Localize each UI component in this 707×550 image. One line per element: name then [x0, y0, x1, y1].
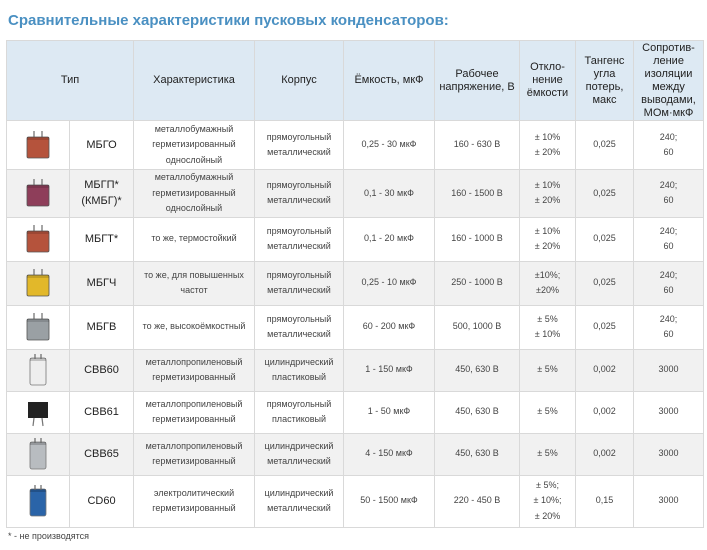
resistance-cell: 240; 60 [634, 305, 704, 349]
type-name: CBB60 [70, 349, 134, 391]
footnote: * - не производятся [8, 531, 90, 541]
deviation-cell: ±10%; ±20% [520, 261, 576, 305]
capacitor-image [7, 433, 70, 475]
capacitor-image [7, 121, 70, 170]
table-row [7, 217, 704, 261]
case-cell: цилиндрический пластиковый [255, 349, 344, 391]
deviation-cell: ± 5% [520, 349, 576, 391]
voltage-cell: 220 - 450 В [435, 475, 520, 527]
table-row [7, 475, 704, 527]
deviation-cell: ± 10% ± 20% [520, 170, 576, 218]
characteristic-cell: электролитический герметизированный [134, 475, 255, 527]
cylinder-capacitor-silver-icon [7, 437, 69, 471]
type-name: CBB61 [70, 391, 134, 433]
characteristic-cell: металлопропиленовый герметизированный [134, 433, 255, 475]
deviation-cell: ± 5%; ± 10%; ± 20% [520, 475, 576, 527]
tangent-cell: 0,025 [576, 261, 634, 305]
capacitor-image [7, 391, 70, 433]
capacitor-image [7, 475, 70, 527]
type-name: CD60 [70, 475, 134, 527]
resistance-cell: 3000 [634, 475, 704, 527]
table-row [7, 261, 704, 305]
deviation-cell: ± 5% ± 10% [520, 305, 576, 349]
capacitor-image [7, 170, 70, 218]
capacitor-image [7, 217, 70, 261]
table-header-row [7, 41, 704, 121]
deviation-cell: ± 10% ± 20% [520, 217, 576, 261]
header-capacitance: Ёмкость, мкФ [344, 41, 435, 121]
cylinder-capacitor-blue-icon [7, 484, 69, 518]
table-row [7, 121, 704, 170]
voltage-cell: 160 - 630 В [435, 121, 520, 170]
case-cell: прямоугольный металлический [255, 305, 344, 349]
table-row [7, 433, 704, 475]
rect-capacitor-grey-icon [7, 311, 69, 343]
voltage-cell: 160 - 1500 В [435, 170, 520, 218]
deviation-cell: ± 5% [520, 391, 576, 433]
cylinder-capacitor-white-icon [7, 353, 69, 387]
characteristic-cell: металлопропиленовый герметизированный [134, 391, 255, 433]
type-name: МБГП* (КМБГ)* [70, 170, 134, 218]
characteristic-cell: металлопропиленовый герметизированный [134, 349, 255, 391]
header-voltage: Рабочее напряжение, В [435, 41, 520, 121]
rect-capacitor-red-icon [7, 223, 69, 255]
characteristic-cell: металлобумажный герметизированный однослойный [134, 121, 255, 170]
voltage-cell: 250 - 1000 В [435, 261, 520, 305]
header-characteristic: Характеристика [134, 41, 255, 121]
capacitor-image [7, 305, 70, 349]
deviation-cell: ± 10% ± 20% [520, 121, 576, 170]
tangent-cell: 0,002 [576, 391, 634, 433]
capacitance-cell: 0,1 - 20 мкФ [344, 217, 435, 261]
voltage-cell: 160 - 1000 В [435, 217, 520, 261]
header-resistance: Сопротив-ление изоляции между выводами, МОм·мкФ [634, 41, 704, 121]
type-name: МБГЧ [70, 261, 134, 305]
voltage-cell: 500, 1000 В [435, 305, 520, 349]
type-name: CBB65 [70, 433, 134, 475]
rect-capacitor-maroon-icon [7, 177, 69, 209]
case-cell: прямоугольный металлический [255, 170, 344, 218]
header-deviation: Откло-нение ёмкости [520, 41, 576, 121]
voltage-cell: 450, 630 В [435, 433, 520, 475]
rect-capacitor-yellow-icon [7, 267, 69, 299]
characteristic-cell: то же, термостойкий [134, 217, 255, 261]
case-cell: цилиндрический металлический [255, 433, 344, 475]
resistance-cell: 240; 60 [634, 170, 704, 218]
case-cell: прямоугольный пластиковый [255, 391, 344, 433]
case-cell: прямоугольный металлический [255, 121, 344, 170]
voltage-cell: 450, 630 В [435, 391, 520, 433]
case-cell: цилиндрический металлический [255, 475, 344, 527]
box-capacitor-black-icon [7, 396, 69, 428]
tangent-cell: 0,002 [576, 433, 634, 475]
tangent-cell: 0,025 [576, 305, 634, 349]
resistance-cell: 240; 60 [634, 261, 704, 305]
header-case: Корпус [255, 41, 344, 121]
tangent-cell: 0,15 [576, 475, 634, 527]
capacitor-table [6, 40, 704, 528]
case-cell: прямоугольный металлический [255, 217, 344, 261]
voltage-cell: 450, 630 В [435, 349, 520, 391]
table-row [7, 170, 704, 218]
capacitance-cell: 50 - 1500 мкФ [344, 475, 435, 527]
capacitor-image [7, 261, 70, 305]
capacitance-cell: 4 - 150 мкФ [344, 433, 435, 475]
capacitance-cell: 1 - 50 мкФ [344, 391, 435, 433]
table-row [7, 391, 704, 433]
case-cell: прямоугольный металлический [255, 261, 344, 305]
capacitance-cell: 1 - 150 мкФ [344, 349, 435, 391]
header-tangent: Тангенс угла потерь, макс [576, 41, 634, 121]
deviation-cell: ± 5% [520, 433, 576, 475]
table-row [7, 305, 704, 349]
type-name: МБГО [70, 121, 134, 170]
capacitance-cell: 0,1 - 30 мкФ [344, 170, 435, 218]
capacitor-image [7, 349, 70, 391]
characteristic-cell: то же, для повышенных частот [134, 261, 255, 305]
header-type: Тип [7, 41, 134, 121]
capacitance-cell: 0,25 - 30 мкФ [344, 121, 435, 170]
table-row [7, 349, 704, 391]
resistance-cell: 3000 [634, 349, 704, 391]
rect-capacitor-red-icon [7, 129, 69, 161]
capacitance-cell: 60 - 200 мкФ [344, 305, 435, 349]
type-name: МБГВ [70, 305, 134, 349]
page-title: Сравнительные характеристики пусковых конденсаторов: [8, 12, 449, 29]
type-name: МБГТ* [70, 217, 134, 261]
tangent-cell: 0,002 [576, 349, 634, 391]
characteristic-cell: то же, высокоёмкостный [134, 305, 255, 349]
resistance-cell: 3000 [634, 433, 704, 475]
resistance-cell: 240; 60 [634, 217, 704, 261]
tangent-cell: 0,025 [576, 170, 634, 218]
tangent-cell: 0,025 [576, 121, 634, 170]
resistance-cell: 3000 [634, 391, 704, 433]
tangent-cell: 0,025 [576, 217, 634, 261]
resistance-cell: 240; 60 [634, 121, 704, 170]
characteristic-cell: металлобумажный герметизированный однослойный [134, 170, 255, 218]
capacitance-cell: 0,25 - 10 мкФ [344, 261, 435, 305]
